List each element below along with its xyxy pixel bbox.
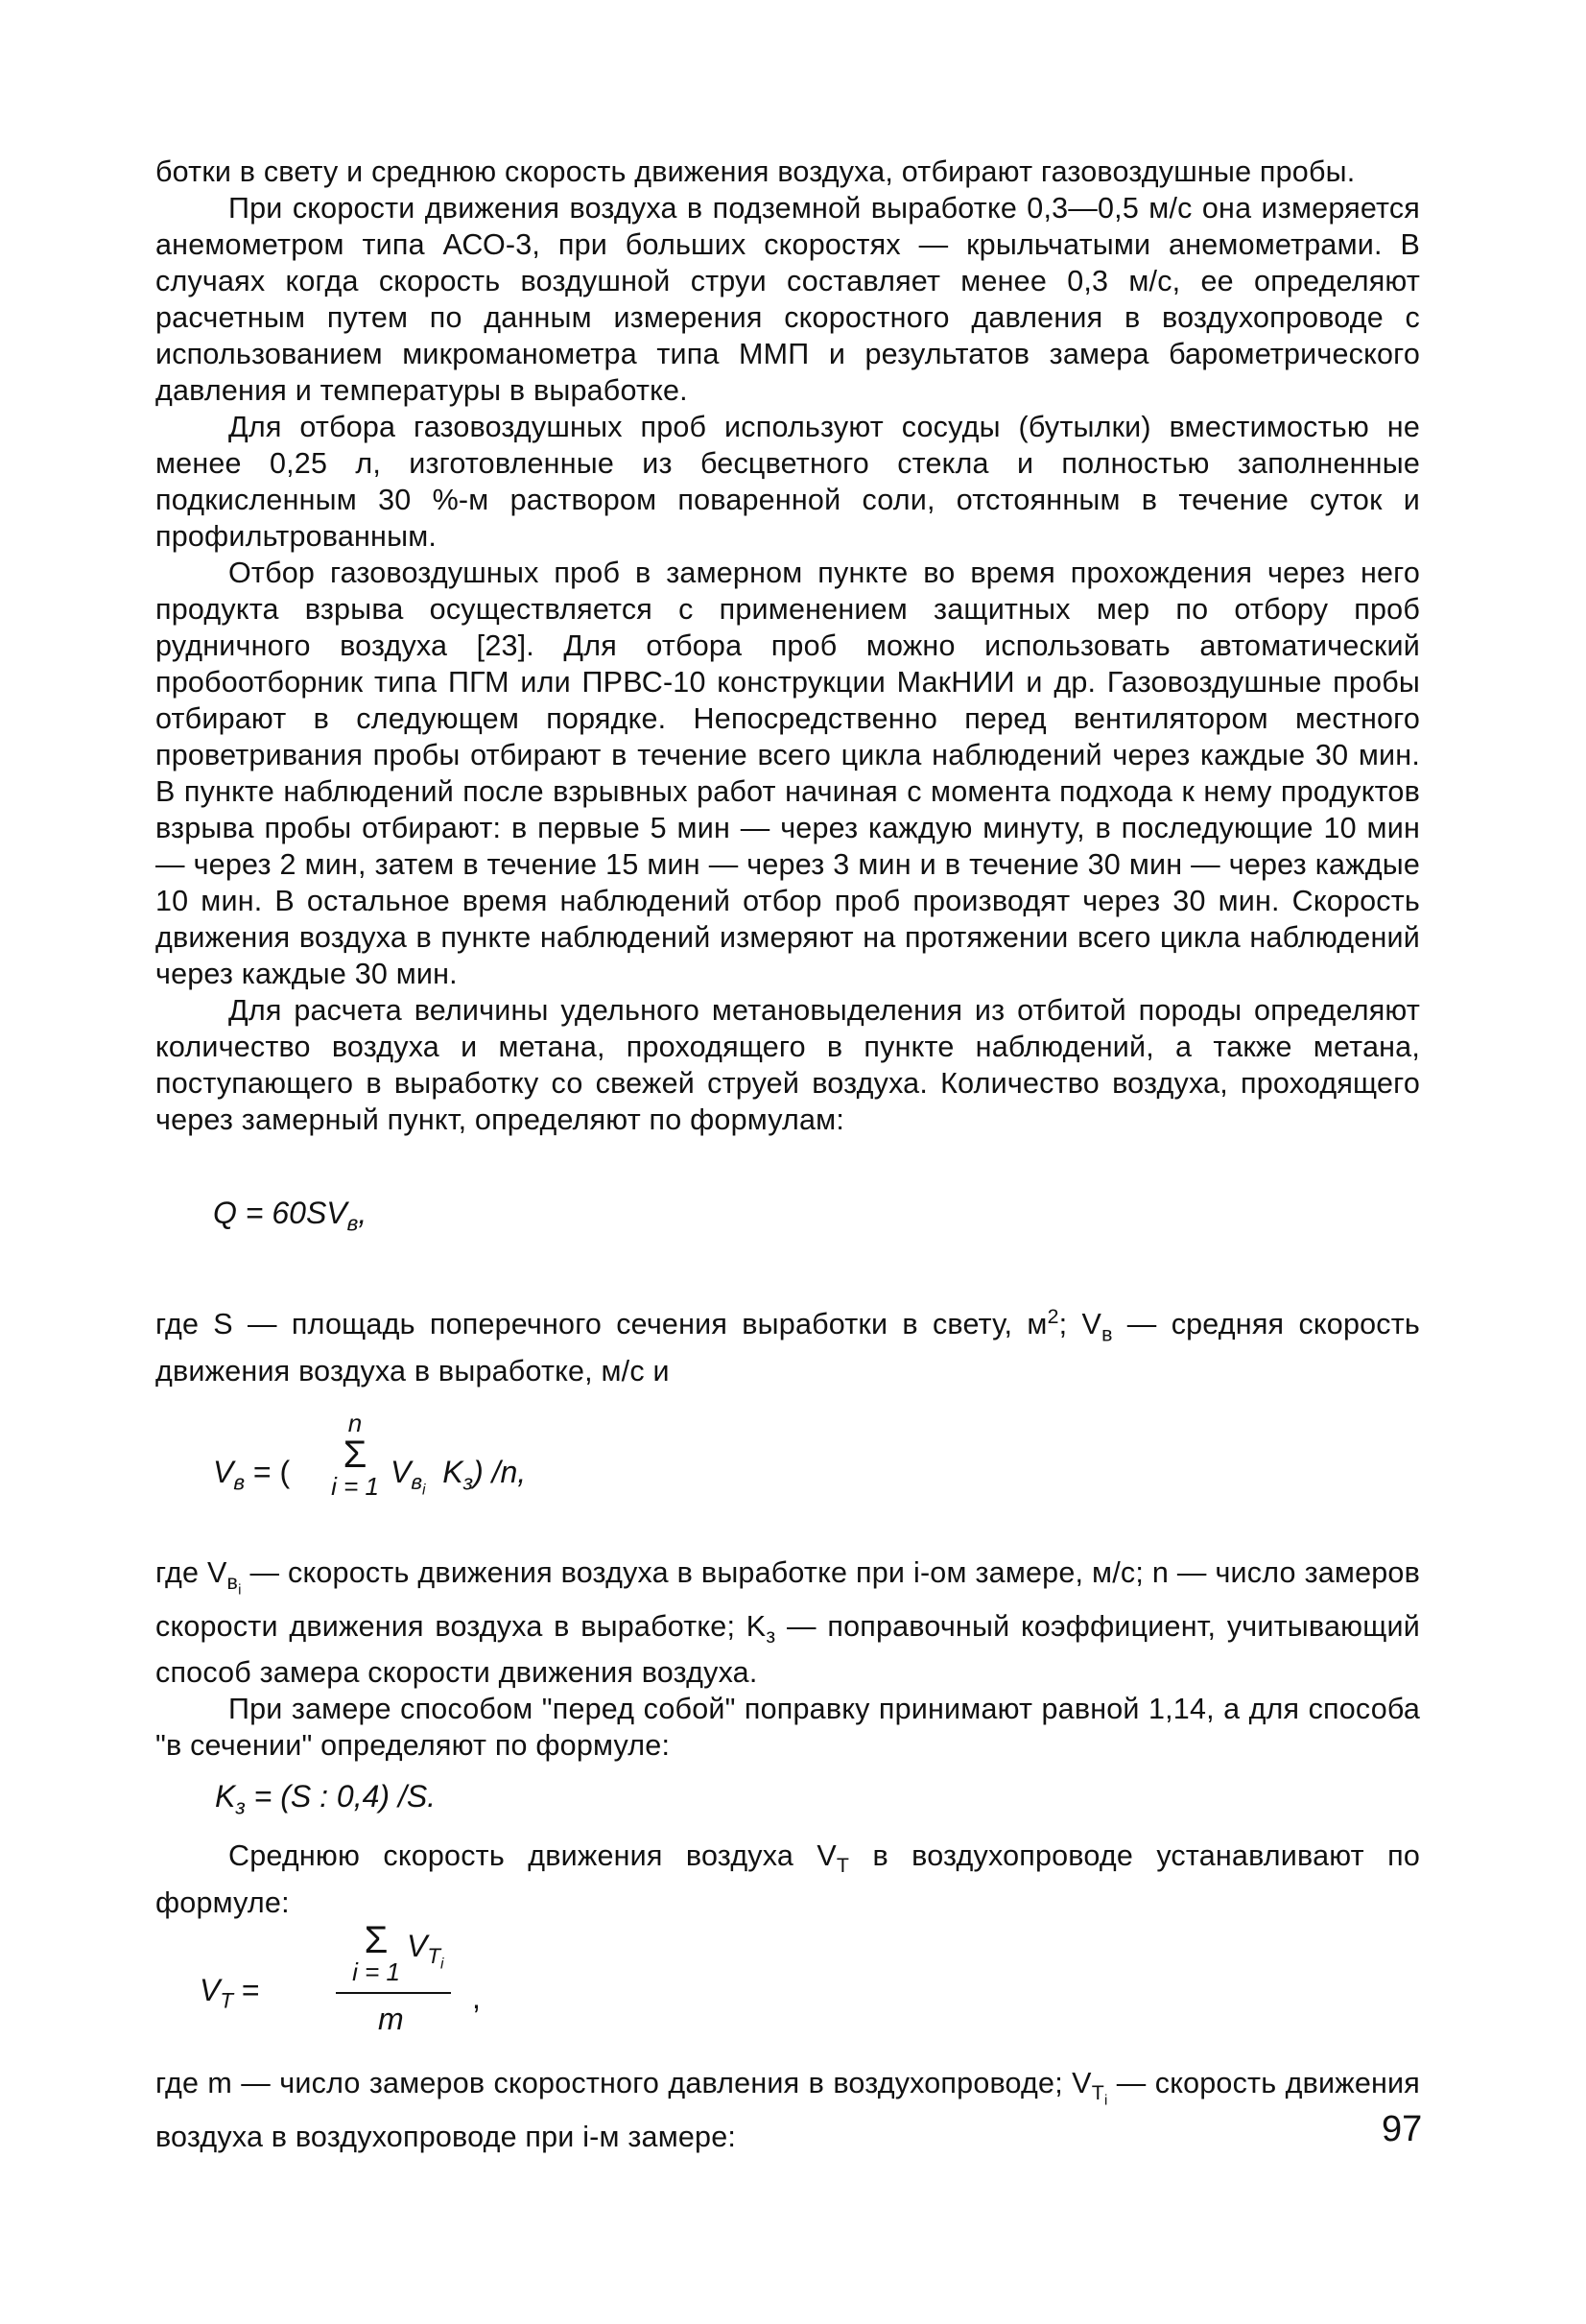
formula-correction-coefficient: $K_з = (S$ : 0,4) /S. xyxy=(215,1779,437,1819)
paragraph-correction: При замере способом "перед собой" поправку принимают равной 1,14, а для способа "в сечении" определяют по формуле: xyxy=(155,1693,1420,1763)
formula-duct-velocity-tail: , xyxy=(472,1980,481,2015)
formula-air-quantity-tail: , xyxy=(358,1196,367,1230)
formula-mean-velocity xyxy=(213,1408,1420,1533)
paragraph-where-m: где m — число замеров скоростного давления в воздухопроводе; $V_{T_i}$ — скорость движения воздуха в воздухопроводе при i-м замере: xyxy=(155,2066,1420,2153)
formula-duct-velocity xyxy=(155,1918,1420,2036)
formula-mean-velocity-rhs: $V_{в_i}$ $K_з$) /n, xyxy=(391,1454,527,1499)
formula-duct-velocity-denominator: m xyxy=(378,2001,404,2036)
paragraph-continuation: ботки в свету и среднюю скорость движения воздуха, отбирают газовоздушные пробы. xyxy=(155,155,1356,188)
fraction-bar xyxy=(336,1992,451,1994)
formula-air-quantity-sub: в xyxy=(346,1211,359,1236)
formula-air-quantity xyxy=(213,1194,1420,1243)
paragraph-where-s xyxy=(155,1298,1420,1388)
where-s-text-c: — средняя скорость движения воздуха в выработке, м/с и xyxy=(155,1308,1420,1387)
formula-duct-velocity-lhs: $V_T$ = xyxy=(200,1972,260,2012)
paragraph-anemometer: При скорости движения воздуха в подземной выработке 0,3—0,5 м/с она измеряется анемометром типа АСО-3, при больших скоростях — крыльчатыми анемометрами. В случаях когда скорость воздушной струи составляет менее 0,3 м/с, ее определяют расчетным путем по данным измерения скоростного давления в воздухопроводе с использованием микроманометра типа ММП и результатов замера барометрического давления и температуры в выработке. xyxy=(155,192,1420,407)
paragraph-where-v: где $V_{в_i}$ — скорость движения воздуха в выработке при i-ом замере, м/с; n — число замеров скорости движения воздуха в выработке; $K_з$ — поправочный коэффициент, учитывающий способ замера скорости движения воздуха. xyxy=(155,1555,1420,1690)
formula-mean-velocity-sum: n Σ i = 1 xyxy=(331,1408,379,1501)
formula-air-quantity-main: Q = 60SV xyxy=(213,1196,347,1230)
paragraph-sampling-procedure: Отбор газовоздушных проб в замерном пункте во время прохождения через него продукта взрыва осуществляется с применением защитных мер по отбору проб рудничного воздуха [23]. Для отбора проб можно использовать автоматический пробоотборник типа ПГМ или ПРВС-10 конструкции МакНИИ и др. Газовоздушные пробы отбирают в следующем порядке. Непосредственно перед вентилятором местного проветривания пробы отбирают в течение всего цикла наблюдений через каждые 30 мин. В пункте наблюдений после взрывных работ начиная с момента подхода к нему продуктов взрыва пробы отбирают: в первые 5 мин — через каждую минуту, в последующие 10 мин — через 2 мин, затем в течение 15 мин — через 3 мин и в течение 30 мин — через каждые 10 мин. В остальное время наблюдений отбор проб производят через 30 мин. Скорость движения воздуха в пункте наблюдений измеряют на протяжении всего цикла наблюдений через каждые 30 мин. xyxy=(155,557,1420,990)
page-body xyxy=(155,154,1423,2155)
paragraph-methane-calculation: Для расчета величины удельного метановыделения из отбитой породы определяют количество воздуха и метана, проходящего в пункте наблюдений, а также метана, поступающего в выработку со свежей струей воздуха. Количество воздуха, проходящего через замерный пункт, определяют по формулам: xyxy=(155,994,1420,1136)
where-s-text-a: где S — площадь поперечного сечения выработки в свету, м xyxy=(155,1308,1048,1341)
where-s-sub: в xyxy=(1101,1322,1113,1346)
formula-duct-velocity-sum: Σ i = 1 xyxy=(352,1918,400,1986)
where-s-sup: 2 xyxy=(1047,1305,1059,1329)
where-s-text-b: ; V xyxy=(1058,1308,1102,1341)
formula-duct-velocity-numerator: $V_{T_i}$ xyxy=(407,1928,444,1973)
paragraph-sampling-vessels: Для отбора газовоздушных проб используют сосуды (бутылки) вместимостью не менее 0,25 л, изготовленные из бесцветного стекла и полностью заполненные подкисленным 30 %-м раствором поваренной соли, отстоянным в течение суток и профильтрованным. xyxy=(155,411,1420,553)
page-number: 97 xyxy=(1382,2109,1423,2149)
formula-mean-velocity-lhs: $V_в$ = ( xyxy=(213,1454,291,1495)
paragraph-duct-velocity: Среднюю скорость движения воздуха $V_T$ в воздухопроводе устанавливают по формуле: xyxy=(155,1839,1420,1919)
